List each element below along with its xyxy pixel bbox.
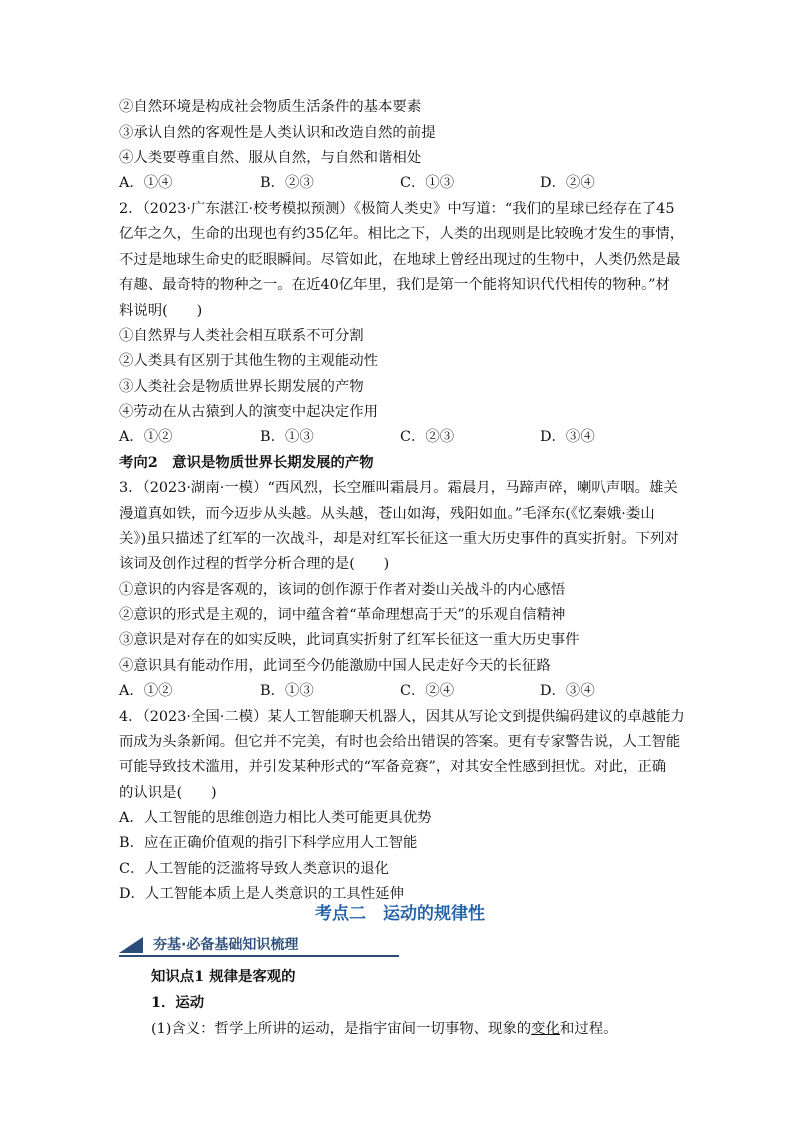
definition-text-end: 和过程。 bbox=[559, 1021, 618, 1037]
definition-text: (1)含义：哲学上所讲的运动，是指宇宙间一切事物、现象的 bbox=[151, 1021, 532, 1037]
statement-4: ④人类要尊重自然、服从自然，与自然和谐相处 bbox=[119, 150, 422, 166]
statement-2: ②自然环境是构成社会物质生活条件的基本要素 bbox=[119, 99, 422, 115]
option-a: A．①② bbox=[119, 683, 173, 699]
subheading-motion: 1．运动 bbox=[151, 994, 205, 1011]
definition-line bbox=[151, 1020, 618, 1038]
option-c: C．②④ bbox=[400, 683, 455, 699]
question-2-statement: ①自然界与人类社会相互联系不可分割 bbox=[119, 328, 364, 344]
question-2-line: 不过是地球生命史的眨眼瞬间。尽管如此，在地球上曾经出现过的生物中，人类仍然是最 bbox=[119, 252, 681, 268]
option-c: C．①③ bbox=[400, 175, 455, 191]
question-3-statement: ①意识的内容是客观的，该词的创作源于作者对娄山关战斗的内心感悟 bbox=[119, 582, 566, 598]
question-4-line: 的认识是( ) bbox=[119, 785, 217, 801]
option-a: A．人工智能的思维创造力相比人类可能更具优势 bbox=[119, 810, 432, 826]
options-row bbox=[119, 428, 679, 446]
question-3-statement: ②意识的形式是主观的，词中蕴含着“革命理想高于天”的乐观自信精神 bbox=[119, 607, 566, 623]
option-d: D．③④ bbox=[540, 429, 595, 445]
section-title: 考点二 运动的规律性 bbox=[315, 904, 485, 924]
banner-label: 夯基·必备基础知识梳理 bbox=[153, 937, 299, 953]
definition-blank-answer: 变化 bbox=[531, 1021, 560, 1037]
question-2-line: 2．（2023·广东湛江·校考模拟预测）《极简人类史》中写道：“我们的星球已经存在了45 bbox=[119, 201, 675, 217]
option-a: A．①② bbox=[119, 429, 173, 445]
question-4-line: 可能导致技术滥用，并引发某种形式的“军备竞赛”，对其安全性感到担忧。对此，正确 bbox=[119, 759, 667, 775]
option-a: A．①④ bbox=[119, 175, 173, 191]
option-d: D．②④ bbox=[540, 175, 595, 191]
option-b: B．应在正确价值观的指引下科学应用人工智能 bbox=[119, 835, 418, 851]
banner-accent bbox=[119, 937, 143, 953]
question-3-line: 3．（2023·湖南·一模）“西风烈，长空雁叫霜晨月。霜晨月，马蹄声碎，喇叭声咽。雄关 bbox=[119, 480, 678, 496]
question-2-statement: ②人类具有区别于其他生物的主观能动性 bbox=[119, 353, 379, 369]
direction-heading: 考向2 意识是物质世界长期发展的产物 bbox=[119, 454, 374, 471]
statement-3: ③承认自然的客观性是人类认识和改造自然的前提 bbox=[119, 125, 436, 141]
question-3-line: 关》)虽只描述了红军的一次战斗，却是对红军长征这一重大历史事件的真实折射。下列对 bbox=[119, 531, 679, 547]
options-row bbox=[119, 174, 679, 192]
question-3-statement: ④意识具有能动作用，此词至今仍能激励中国人民走好今天的长征路 bbox=[119, 658, 551, 674]
knowledge-point-heading: 知识点1 规律是客观的 bbox=[151, 968, 296, 985]
option-b: B．①③ bbox=[260, 429, 314, 445]
question-2-statement: ④劳动在从古猿到人的演变中起决定作用 bbox=[119, 404, 379, 420]
section-banner bbox=[119, 934, 399, 956]
question-4-line: 而成为头条新闻。但它并不完美，有时也会给出错误的答案。更有专家警告说，人工智能 bbox=[119, 734, 681, 750]
question-2-line: 料说明( ) bbox=[119, 303, 203, 319]
question-2-statement: ③人类社会是物质世界长期发展的产物 bbox=[119, 379, 364, 395]
option-d: D．人工智能本质上是人类意识的工具性延伸 bbox=[119, 886, 404, 902]
question-3-line: 漫道真如铁，而今迈步从头越。从头越，苍山如海，残阳如血。”毛泽东(《忆秦娥·娄山 bbox=[119, 506, 655, 522]
option-b: B．①③ bbox=[260, 683, 314, 699]
option-d: D．③④ bbox=[540, 683, 595, 699]
question-2-line: 亿年之久，生命的出现也有约35亿年。相比之下，人类的出现则是比较晚才发生的事情， bbox=[119, 226, 685, 242]
question-3-line: 该词及创作过程的哲学分析合理的是( ) bbox=[119, 556, 390, 572]
option-b: B．②③ bbox=[260, 175, 314, 191]
options-row bbox=[119, 682, 679, 700]
question-2-line: 有趣、最奇特的物种之一。在近40亿年里，我们是第一个能将知识代代相传的物种。”材 bbox=[119, 277, 670, 293]
option-c: C．②③ bbox=[400, 429, 455, 445]
question-4-line: 4．（2023·全国·二模）某人工智能聊天机器人，因其从写论文到提供编码建议的卓越能力 bbox=[119, 709, 685, 725]
banner-divider bbox=[119, 955, 399, 957]
question-3-statement: ③意识是对存在的如实反映，此词真实折射了红军长征这一重大历史事件 bbox=[119, 632, 580, 648]
option-c: C．人工智能的泛滥将导致人类意识的退化 bbox=[119, 861, 390, 877]
